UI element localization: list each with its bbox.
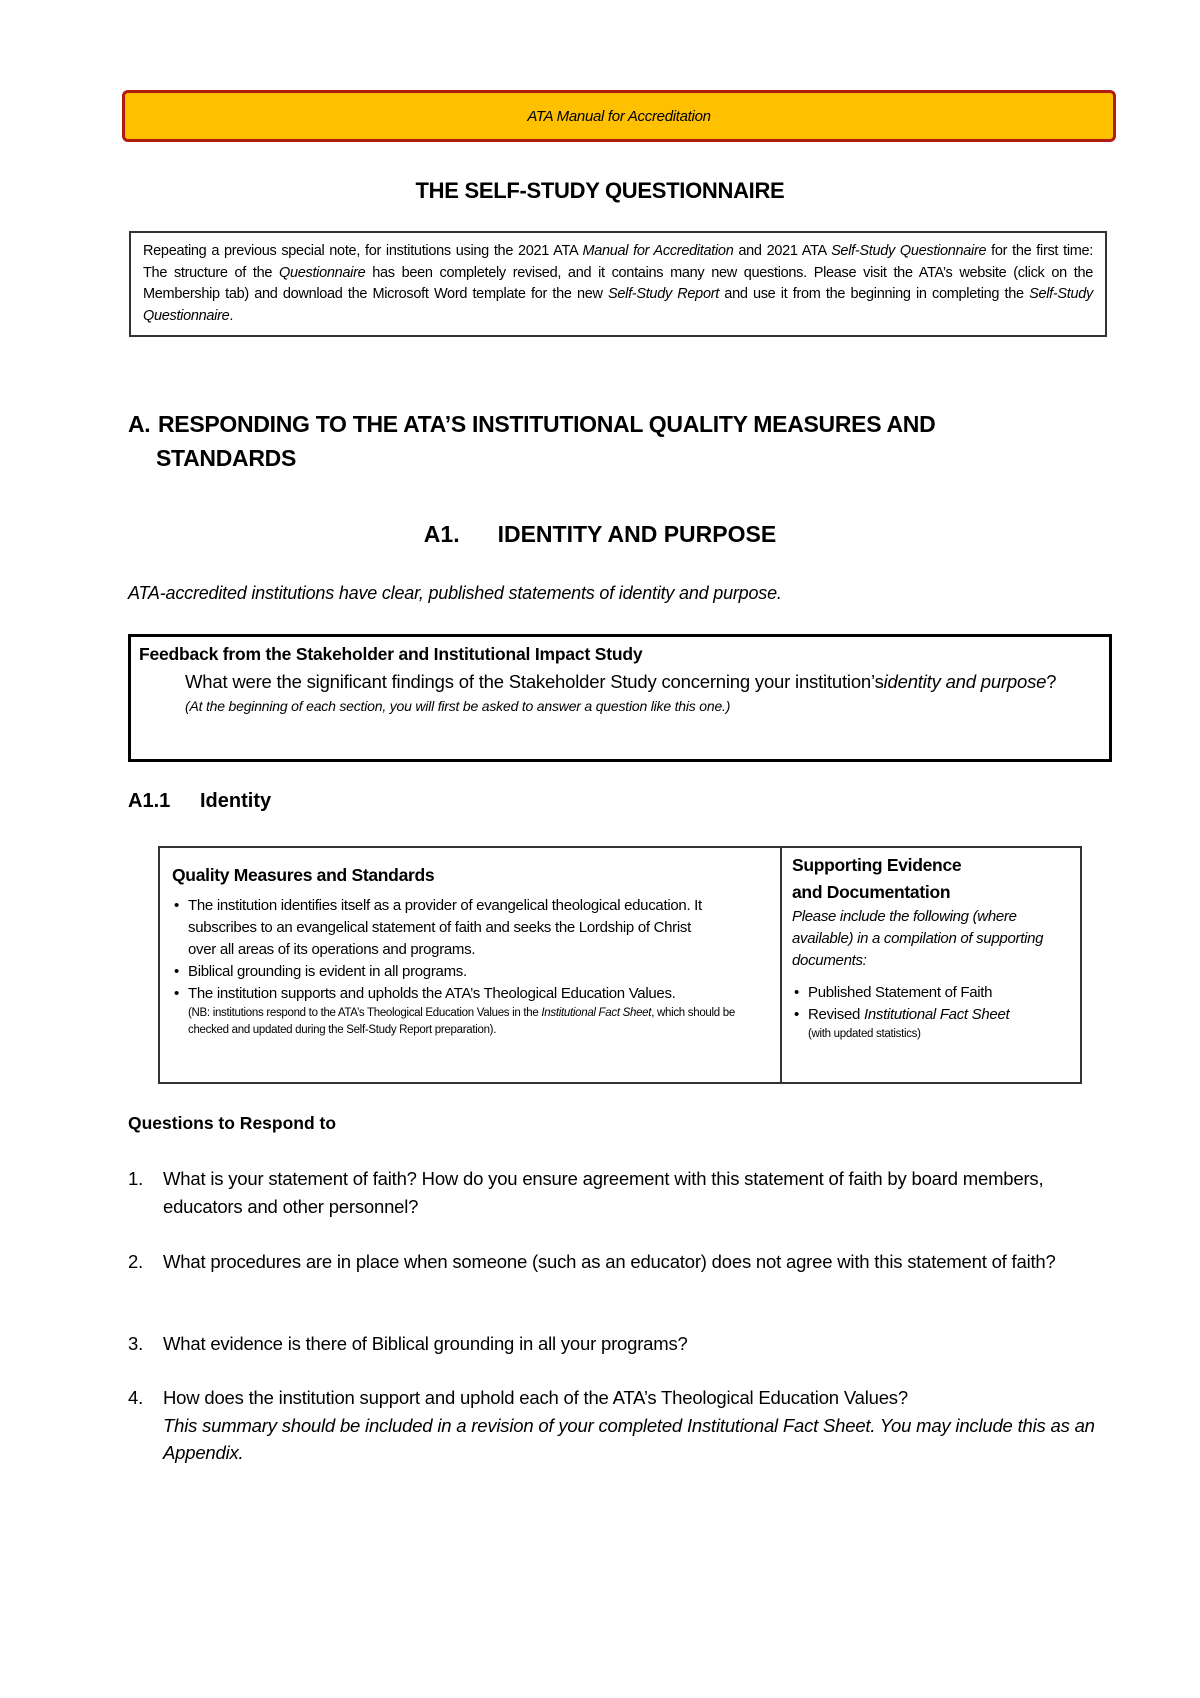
question-note: This summary should be included in a revision of your completed Institutional Fact Sheet. You may include this as an Appendix. — [163, 1414, 1095, 1463]
question-text: identity and purpose — [883, 671, 1047, 692]
subsection-title: Identity — [200, 790, 272, 812]
feedback-heading: Feedback from the Stakeholder and Institutional Impact Study — [139, 644, 643, 664]
special-note-box — [129, 231, 1107, 337]
evidence-text: Institutional Fact Sheet — [863, 1006, 1010, 1023]
subsection-number: A1.1 — [128, 790, 171, 812]
section-title: IDENTITY AND PURPOSE — [497, 521, 777, 547]
section-title: RESPONDING TO THE ATA’S INSTITUTIONAL QUALITY MEASURES AND — [158, 411, 936, 437]
note-text: has been completely revised, and it contains many new questions. Please visit the ATA’s website (click on the Membership tab) and download the Microsoft Word template for the new — [143, 264, 1093, 302]
nb-text: Institutional Fact Sheet — [541, 1007, 652, 1019]
question-text: What were the significant findings of the Stakeholder Study concerning your institution’s — [185, 671, 884, 692]
note-text: Self-Study Report — [608, 286, 719, 302]
feedback-box — [128, 634, 1112, 762]
nb-note — [188, 1005, 768, 1039]
quality-measures-cell — [160, 848, 782, 1082]
note-text: . — [229, 307, 234, 324]
note-text: Self-Study Questionnaire — [831, 243, 987, 259]
section-a-heading — [128, 407, 1028, 475]
standard-text: The institution supports and upholds the ATA’s Theological Education Values. — [188, 985, 676, 1002]
question-text: What is your statement of faith? How do you ensure agreement with this statement of faith by board members, educators and other personnel? — [163, 1168, 1044, 1217]
section-a1-heading — [0, 521, 1200, 548]
section-title: STANDARDS — [156, 445, 296, 471]
evidence-intro: Please include the following (where available) in a compilation of supporting documents: — [792, 908, 1044, 969]
question-item — [128, 1248, 1098, 1276]
subsection-heading — [128, 790, 271, 813]
standards-table — [158, 846, 1082, 1084]
question-text: What evidence is there of Biblical grounding in all your programs? — [163, 1333, 688, 1354]
standard-item: • Biblical grounding is evident in all programs. — [188, 961, 768, 983]
question-item — [128, 1384, 1098, 1467]
question-item — [128, 1330, 1098, 1358]
evidence-text: Revised — [808, 1006, 864, 1023]
section-number: A1. — [423, 521, 460, 547]
questions-heading: Questions to Respond to — [128, 1113, 337, 1133]
column-heading: Quality Measures and Standards — [172, 865, 435, 885]
note-text: Manual for Accreditation — [582, 243, 734, 259]
banner-text: ATA Manual for Accreditation — [527, 107, 711, 125]
column-heading: and Documentation — [792, 882, 951, 902]
question-text: ? — [1046, 671, 1057, 692]
question-text: What procedures are in place when someone (such as an educator) does not agree with this statement of faith? — [163, 1251, 1056, 1272]
question-item — [128, 1165, 1098, 1220]
note-text: Self-Study Questionnaire — [143, 286, 1093, 324]
section-number: A. — [128, 411, 151, 437]
note-text: and 2021 ATA — [733, 243, 832, 259]
note-text: Questionnaire — [279, 264, 366, 281]
feedback-question — [139, 668, 1155, 696]
page-title: THE SELF-STUDY QUESTIONNAIRE — [415, 178, 785, 203]
nb-text: , which should be checked and updated during the Self-Study Report preparation). — [188, 1007, 735, 1036]
section-intro: ATA-accredited institutions have clear, published statements of identity and purpose. — [128, 583, 782, 603]
feedback-note: (At the beginning of each section, you will first be asked to answer a question like this one.) — [185, 697, 731, 714]
note-text: Repeating a previous special note, for institutions using the 2021 ATA — [143, 243, 583, 259]
question-number: 2. — [128, 1251, 144, 1272]
question-number: 1. — [128, 1168, 144, 1189]
supporting-evidence-cell — [782, 848, 1080, 1082]
question-text: How does the institution support and uphold each of the ATA’s Theological Education Values? — [163, 1387, 908, 1408]
header-banner — [122, 90, 1116, 142]
nb-text: (NB: institutions respond to the ATA’s Theological Education Values in the — [188, 1007, 542, 1019]
evidence-item — [808, 1004, 1070, 1043]
evidence-item: • Published Statement of Faith — [808, 982, 1070, 1004]
standard-item — [188, 983, 768, 1039]
column-heading: Supporting Evidence — [792, 855, 962, 875]
standard-item: • The institution identifies itself as a provider of evangelical theological education. It subscribes to an evangelical statement of faith and seeks the Lordship of Christ over all areas of its operations and programs. — [188, 895, 708, 961]
question-number: 3. — [128, 1333, 144, 1354]
evidence-note: (with updated statistics) — [808, 1028, 921, 1040]
note-text: and use it from the beginning in completing the — [718, 286, 1030, 302]
question-number: 4. — [128, 1387, 144, 1408]
note-text: for the first time: The structure of the — [143, 243, 1094, 281]
